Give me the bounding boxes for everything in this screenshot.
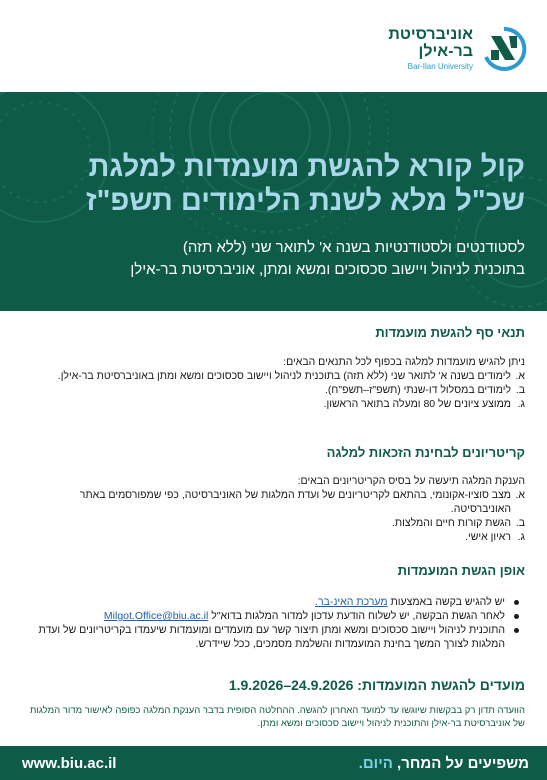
slogan-accent: היום. [358,755,393,772]
scholarship-email-link[interactable]: Milgot.Office@biu.ac.il [103,610,209,622]
list-item [21,623,521,651]
bullet-icon [514,614,519,619]
hero-title: קול קורא להגשת מועמדות למלגת שכ"ל מלא לשנת הלימודים תשפ"ז [86,151,525,217]
footer-slogan [359,755,529,772]
logo-name-hebrew: אוניברסיטת בר-אילן [388,26,473,60]
list-item [25,488,525,516]
committee-note: הוועדה תדון רק בבקשות שיוגשו עד למועד האחרון להגשה. ההחלטה הסופית בדבר הענקת המלגה כפופה לאישור מדור המלגות של אוניברסיטת בר-אילן והתוכנית לניהול ויישוב סכסוכים ומשא ומתן. [29,705,525,729]
eligibility-intro: ניתן להגיש מועמדות למלגה בכפוף לכל התנאים הבאים: [283,356,525,368]
list-item-text: ראיון אישי. [465,531,511,543]
hero-subtitle-line: לסטודנטים ולסטודנטיות בשנה א' לתואר שני (ללא תזה) [182,239,525,256]
deadline-heading [229,677,525,693]
eligibility-list [25,369,525,411]
website-link[interactable]: www.biu.ac.il [22,755,117,772]
deadline-label: מועדים להגשת המועמדות: [353,677,525,693]
list-item-text: התוכנית לניהול ויישוב סכסוכים ומשא ומתן תיצור קשר עם מועמדים ומועמדות שיעמדו בקריטריונים של ועדת המלגות לצורך המשך בחינת המועמדות והשלמת מסמכים, ככל שיידרש. [38,624,505,650]
list-marker: ג. [517,531,525,543]
page-footer [0,746,547,780]
bar-ilan-logo-icon [481,26,527,72]
list-item-text: יש להגיש בקשה באמצעות [387,596,505,608]
list-item-text: לאחר הגשת הבקשה, יש לשלוח הודעת עדכון למדור המלגות בדוא"ל [208,610,505,622]
bullet-icon [514,600,519,605]
hero-subtitle-line: בתוכנית לניהול ויישוב סכסוכים ומשא ומתן, אוניברסיטת בר-אילן [130,261,525,278]
list-item-text: לימודים בשנה א' לתואר שני (ללא תזה) בתוכנית לניהול ויישוב סכסוכים ומשא ומתן באוניברסיטת בר-אילן. [57,370,511,382]
bullet-icon [514,628,519,633]
list-marker: ב. [515,517,525,529]
list-item-text: לימודים במסלול דו-שנתי (תשפ"ז–תשפ"ח). [325,384,511,396]
list-item-text: מצב סוציו-אקונומי, בהתאם לקריטריונים של ועדת המלגות של האוניברסיטה, כפי שמפורסמים באתר האוניברסיטה. [79,489,511,515]
list-item [25,383,525,397]
list-marker: א. [515,489,525,501]
hero-banner [0,92,547,311]
list-item [25,397,525,411]
list-item [25,516,525,530]
list-item [25,369,525,383]
slogan-text: משפיעים על המחר, [392,755,529,772]
criteria-list [25,488,525,544]
university-logo[interactable] [367,22,527,80]
list-marker: ג. [517,398,525,410]
deadline-dates: 1.9.2026–24.9.2026 [228,677,354,693]
list-marker: א. [515,370,525,382]
page-header [0,0,547,92]
section-title-submission: אופן הגשת המועמדות [397,563,525,578]
list-item [25,530,525,544]
section-title-criteria: קריטריונים לבחינת הזכאות למלגה [326,445,525,460]
submission-list [21,595,521,651]
list-item-text: ממוצע ציונים של 80 ומעלה בתואר הראשון. [323,398,511,410]
list-item [21,595,521,609]
criteria-intro: הענקת המלגה תיעשה על בסיס הקריטריונים הבאים: [297,475,525,487]
list-item-text: הגשת קורות חיים והמלצות. [391,517,511,529]
inbar-system-link[interactable]: מערכת האינ-בר. [315,596,388,608]
list-marker: ב. [515,384,525,396]
hero-subtitle [20,237,525,281]
list-item [21,609,521,623]
logo-name-english: Bar-Ilan University [407,62,473,71]
main-content [0,311,547,746]
section-title-eligibility: תנאי סף להגשת מועמדות [375,325,525,340]
